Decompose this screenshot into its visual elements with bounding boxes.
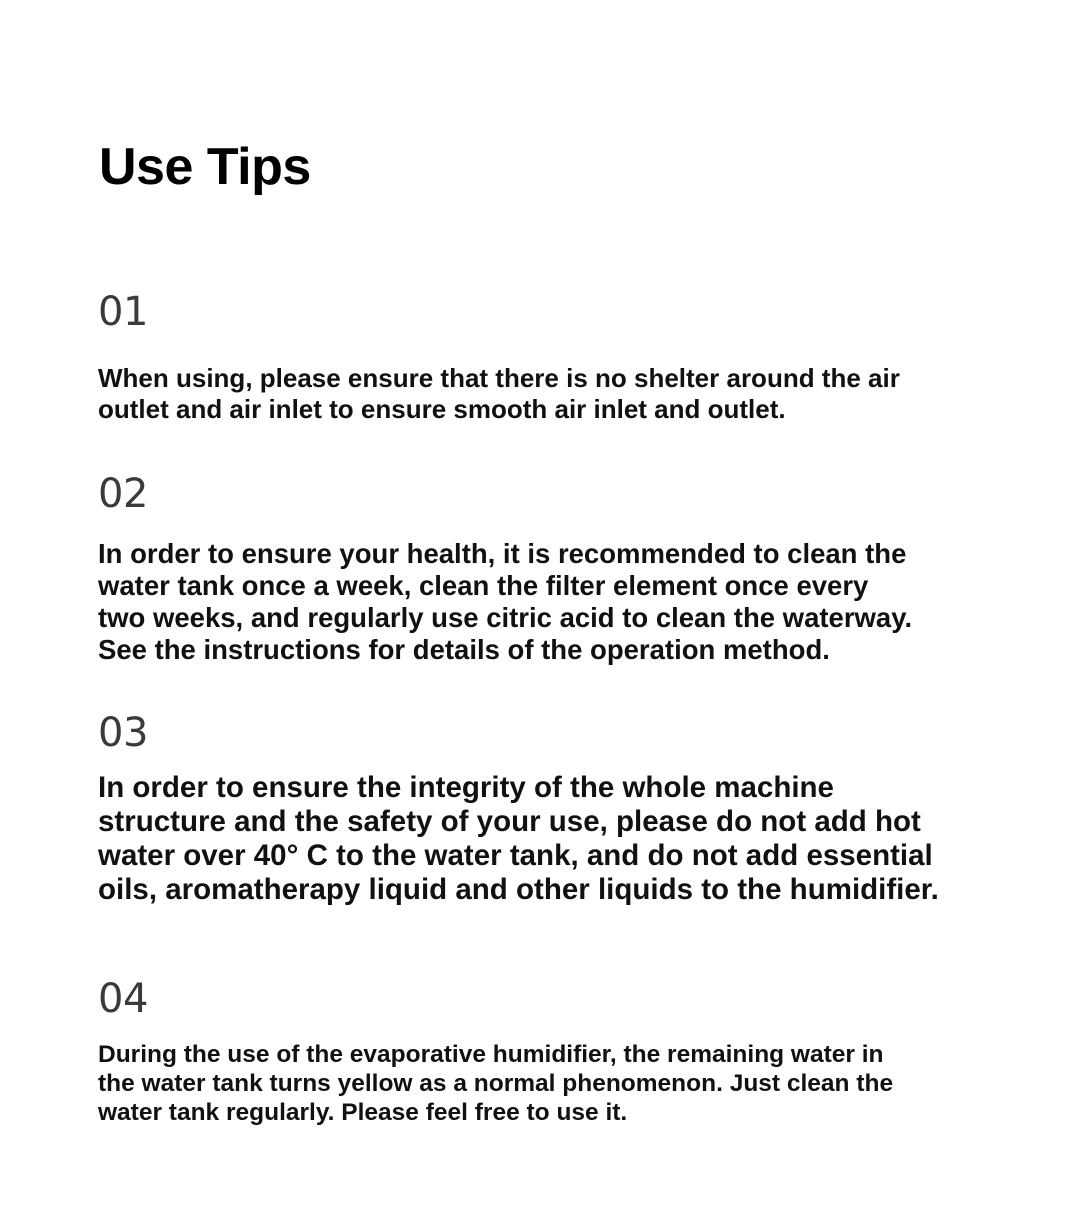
tip-text-line: oils, aromatherapy liquid and other liquids to the humidifier. [98, 873, 939, 906]
tip-text-line: In order to ensure the integrity of the whole machine [98, 771, 834, 804]
tip-text-line: outlet and air inlet to ensure smooth air inlet and outlet. [98, 394, 786, 424]
tip-text-line: When using, please ensure that there is no shelter around the air [98, 363, 900, 393]
tip-text-line: water tank once a week, clean the filter element once every [98, 570, 869, 601]
tip-text-line: During the use of the evaporative humidifier, the remaining water in [98, 1041, 884, 1068]
tip-number-03: 03 [98, 710, 148, 756]
tip-number-02: 02 [98, 471, 148, 517]
tip-text-line: two weeks, and regularly use citric acid to clean the waterway. [98, 602, 913, 633]
tip-text-line: the water tank turns yellow as a normal phenomenon. Just clean the [98, 1070, 894, 1097]
tip-text-04 [98, 1040, 893, 1127]
tip-text-line: See the instructions for details of the operation method. [98, 634, 830, 665]
tip-text-line: water over 40° C to the water tank, and do not add essential [98, 839, 933, 872]
tip-number-01: 01 [98, 289, 148, 335]
tip-text-line: In order to ensure your health, it is recommended to clean the [98, 538, 907, 569]
tip-text-02 [98, 538, 912, 666]
tip-text-line: water tank regularly. Please feel free to use it. [98, 1099, 628, 1126]
tip-text-03 [98, 771, 939, 907]
page-title: Use Tips [99, 138, 311, 196]
tip-text-01 [98, 363, 900, 425]
tip-text-line: structure and the safety of your use, please do not add hot [98, 805, 921, 838]
tip-number-04: 04 [98, 976, 148, 1022]
